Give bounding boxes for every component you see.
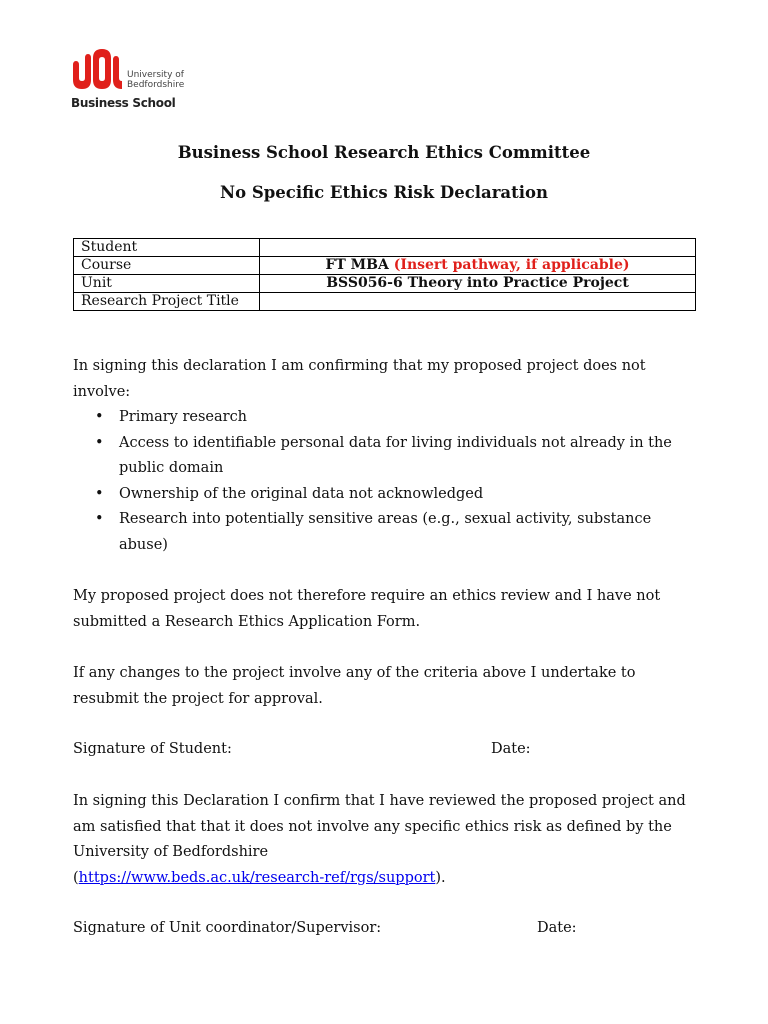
- table-row-course: [74, 257, 696, 275]
- student-value-field[interactable]: [260, 239, 696, 257]
- supervisor-statement: In signing this Declaration I confirm that I have reviewed the proposed project and am satisfied that that it does not involve any specific ethics risk as defined by the University of Bedfordshire (https://www.beds.ac.uk/research-ref/rgs/support).: [73, 793, 686, 886]
- student-info-table: [73, 238, 696, 311]
- row-label-project-title: Research Project Title: [74, 293, 260, 311]
- row-label-student: Student: [74, 239, 260, 257]
- unit-value: BSS056-6 Theory into Practice Project: [260, 275, 696, 293]
- project-title-value-field[interactable]: [260, 293, 696, 311]
- course-value: FT MBA: [325, 257, 389, 273]
- list-item: • Ownership of the original data not acknowledged: [73, 482, 703, 508]
- table-row-project-title: [74, 293, 696, 311]
- university-logo-mark: [70, 46, 126, 92]
- table-row-student: [74, 239, 696, 257]
- list-item: • Primary research: [73, 405, 703, 431]
- supervisor-date-label: Date:: [537, 920, 577, 936]
- page-title: Business School Research Ethics Committee: [177, 143, 591, 162]
- table-row-unit: [74, 275, 696, 293]
- supervisor-signature-label: Signature of Unit coordinator/Supervisor:: [73, 920, 382, 936]
- changes-statement: If any changes to the project involve any of the criteria above I undertake to resubmit the project for approval.: [73, 665, 636, 707]
- student-signature-label: Signature of Student:: [73, 741, 232, 757]
- list-item: • Research into potentially sensitive areas (e.g., sexual activity, substance abuse): [73, 507, 703, 558]
- bullet-icon: •: [95, 409, 104, 425]
- logo-business-school: Business School: [71, 96, 176, 110]
- course-value-field[interactable]: [260, 257, 696, 275]
- row-label-course: Course: [74, 257, 260, 275]
- list-item: • Access to identifiable personal data for living individuals not already in the public domain: [73, 431, 703, 482]
- no-review-statement: My proposed project does not therefore require an ethics review and I have not submitted a Research Ethics Application Form.: [73, 588, 661, 630]
- bullet-icon: •: [95, 434, 104, 451]
- logo-university-name: University of Bedfordshire: [127, 70, 185, 90]
- bullet-icon: •: [95, 511, 104, 528]
- university-logo: [70, 46, 185, 110]
- criteria-list: [73, 405, 703, 559]
- supervisor-signature-row: [73, 916, 577, 942]
- student-date-label: Date:: [491, 741, 531, 757]
- support-link[interactable]: https://www.beds.ac.uk/research-ref/rgs/support: [78, 869, 436, 886]
- bullet-icon: •: [95, 485, 104, 502]
- page-subtitle: No Specific Ethics Risk Declaration: [220, 183, 548, 202]
- student-signature-row: [73, 737, 531, 763]
- row-label-unit: Unit: [74, 275, 260, 293]
- declaration-intro: In signing this declaration I am confirming that my proposed project does not involve:: [73, 358, 646, 400]
- course-pathway-note: (Insert pathway, if applicable): [393, 257, 630, 273]
